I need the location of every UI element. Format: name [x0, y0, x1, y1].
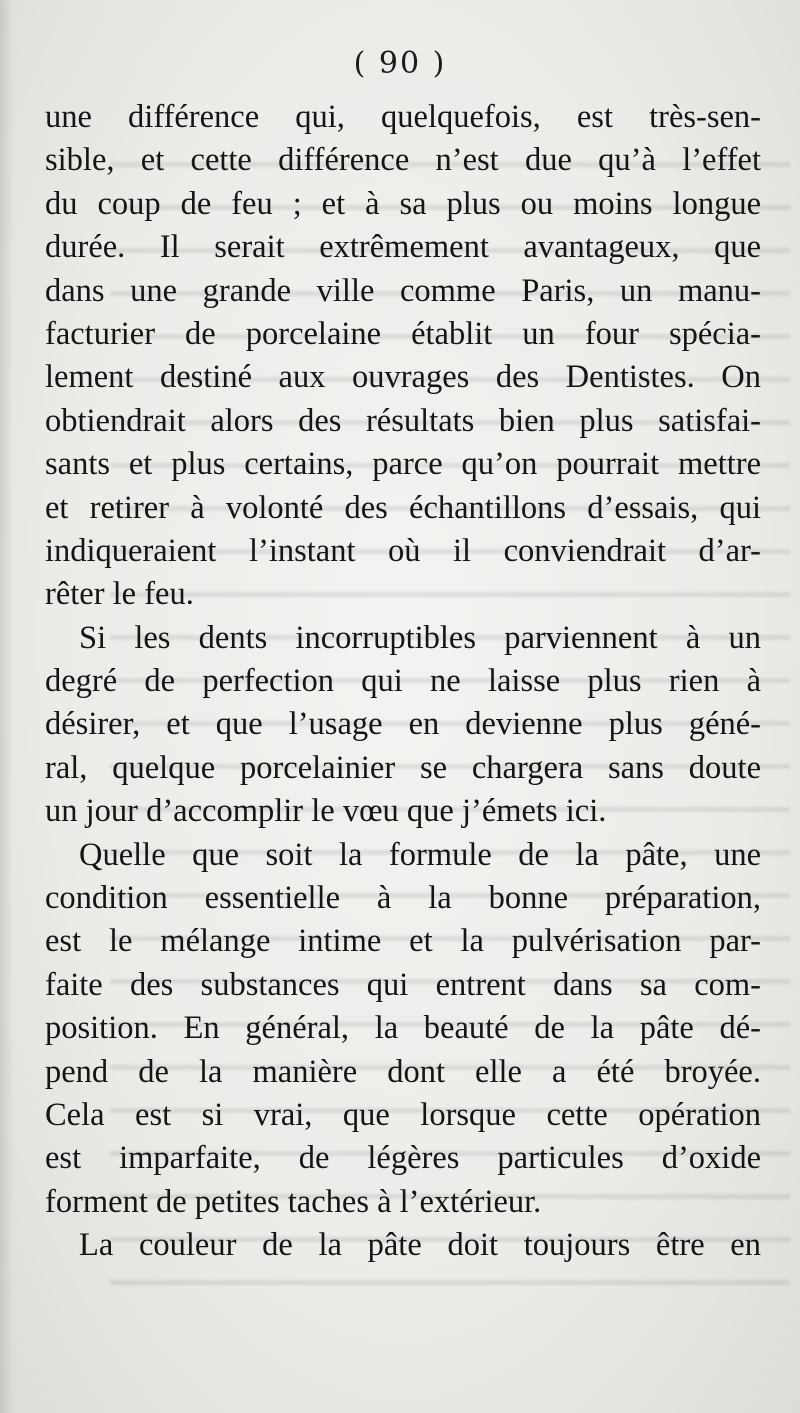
text-line: forment de petites taches à l’extérieur. — [45, 1183, 542, 1220]
paragraph — [45, 834, 761, 1225]
text-line: une différence qui, quelquefois, est très-sen- — [45, 99, 761, 135]
text-line: position. En général, la beauté de la pâte dé- — [45, 1010, 761, 1047]
body-text — [45, 96, 761, 1268]
paragraph — [45, 1224, 761, 1267]
text-line: Cela est si vrai, que lorsque cette opération — [45, 1096, 761, 1133]
text-line: du coup de feu ; et à sa plus ou moins longue — [45, 185, 761, 222]
text-line: ral, quelque porcelainier se chargera sans doute — [45, 749, 761, 786]
text-line: rêter le feu. — [45, 576, 194, 613]
text-line: dans une grande ville comme Paris, un manu- — [45, 272, 761, 309]
page-number: ( 90 ) — [353, 46, 447, 81]
text-line: indiqueraient l’instant où il conviendrait d’ar- — [45, 532, 761, 569]
text-line: Si les dents incorruptibles parviennent à un — [79, 619, 761, 656]
text-line: faite des substances qui entrent dans sa com- — [45, 966, 761, 1003]
text-line: pend de la manière dont elle a été broyée. — [45, 1053, 761, 1090]
text-line: obtiendrait alors des résultats bien plus satisfai- — [45, 402, 761, 439]
text-line: degré de perfection qui ne laisse plus rien à — [45, 663, 761, 700]
text-line: est le mélange intime et la pulvérisation par- — [45, 923, 761, 960]
text-line: sible, et cette différence n’est due qu’à l’effet — [45, 142, 761, 179]
paragraph — [45, 96, 761, 617]
text-line: facturier de porcelaine établit un four spécia- — [45, 315, 761, 352]
text-line: un jour d’accomplir le vœu que j’émets ici. — [45, 793, 607, 830]
text-line: est imparfaite, de légères particules d’oxide — [45, 1140, 761, 1177]
binding-shadow — [0, 0, 14, 1413]
text-line: lement destiné aux ouvrages des Dentistes. On — [45, 359, 761, 396]
text-line: et retirer à volonté des échantillons d’essais, qui — [45, 489, 761, 526]
text-line: sants et plus certains, parce qu’on pourrait mettre — [45, 446, 761, 483]
text-line: condition essentielle à la bonne préparation, — [45, 880, 761, 917]
paragraph — [45, 617, 761, 834]
text-line: désirer, et que l’usage en devienne plus géné- — [45, 706, 761, 743]
text-line: Quelle que soit la formule de la pâte, une — [79, 836, 761, 873]
text-line: durée. Il serait extrêmement avantageux, que — [45, 229, 761, 266]
text-line: La couleur de la pâte doit toujours être en — [79, 1227, 761, 1264]
